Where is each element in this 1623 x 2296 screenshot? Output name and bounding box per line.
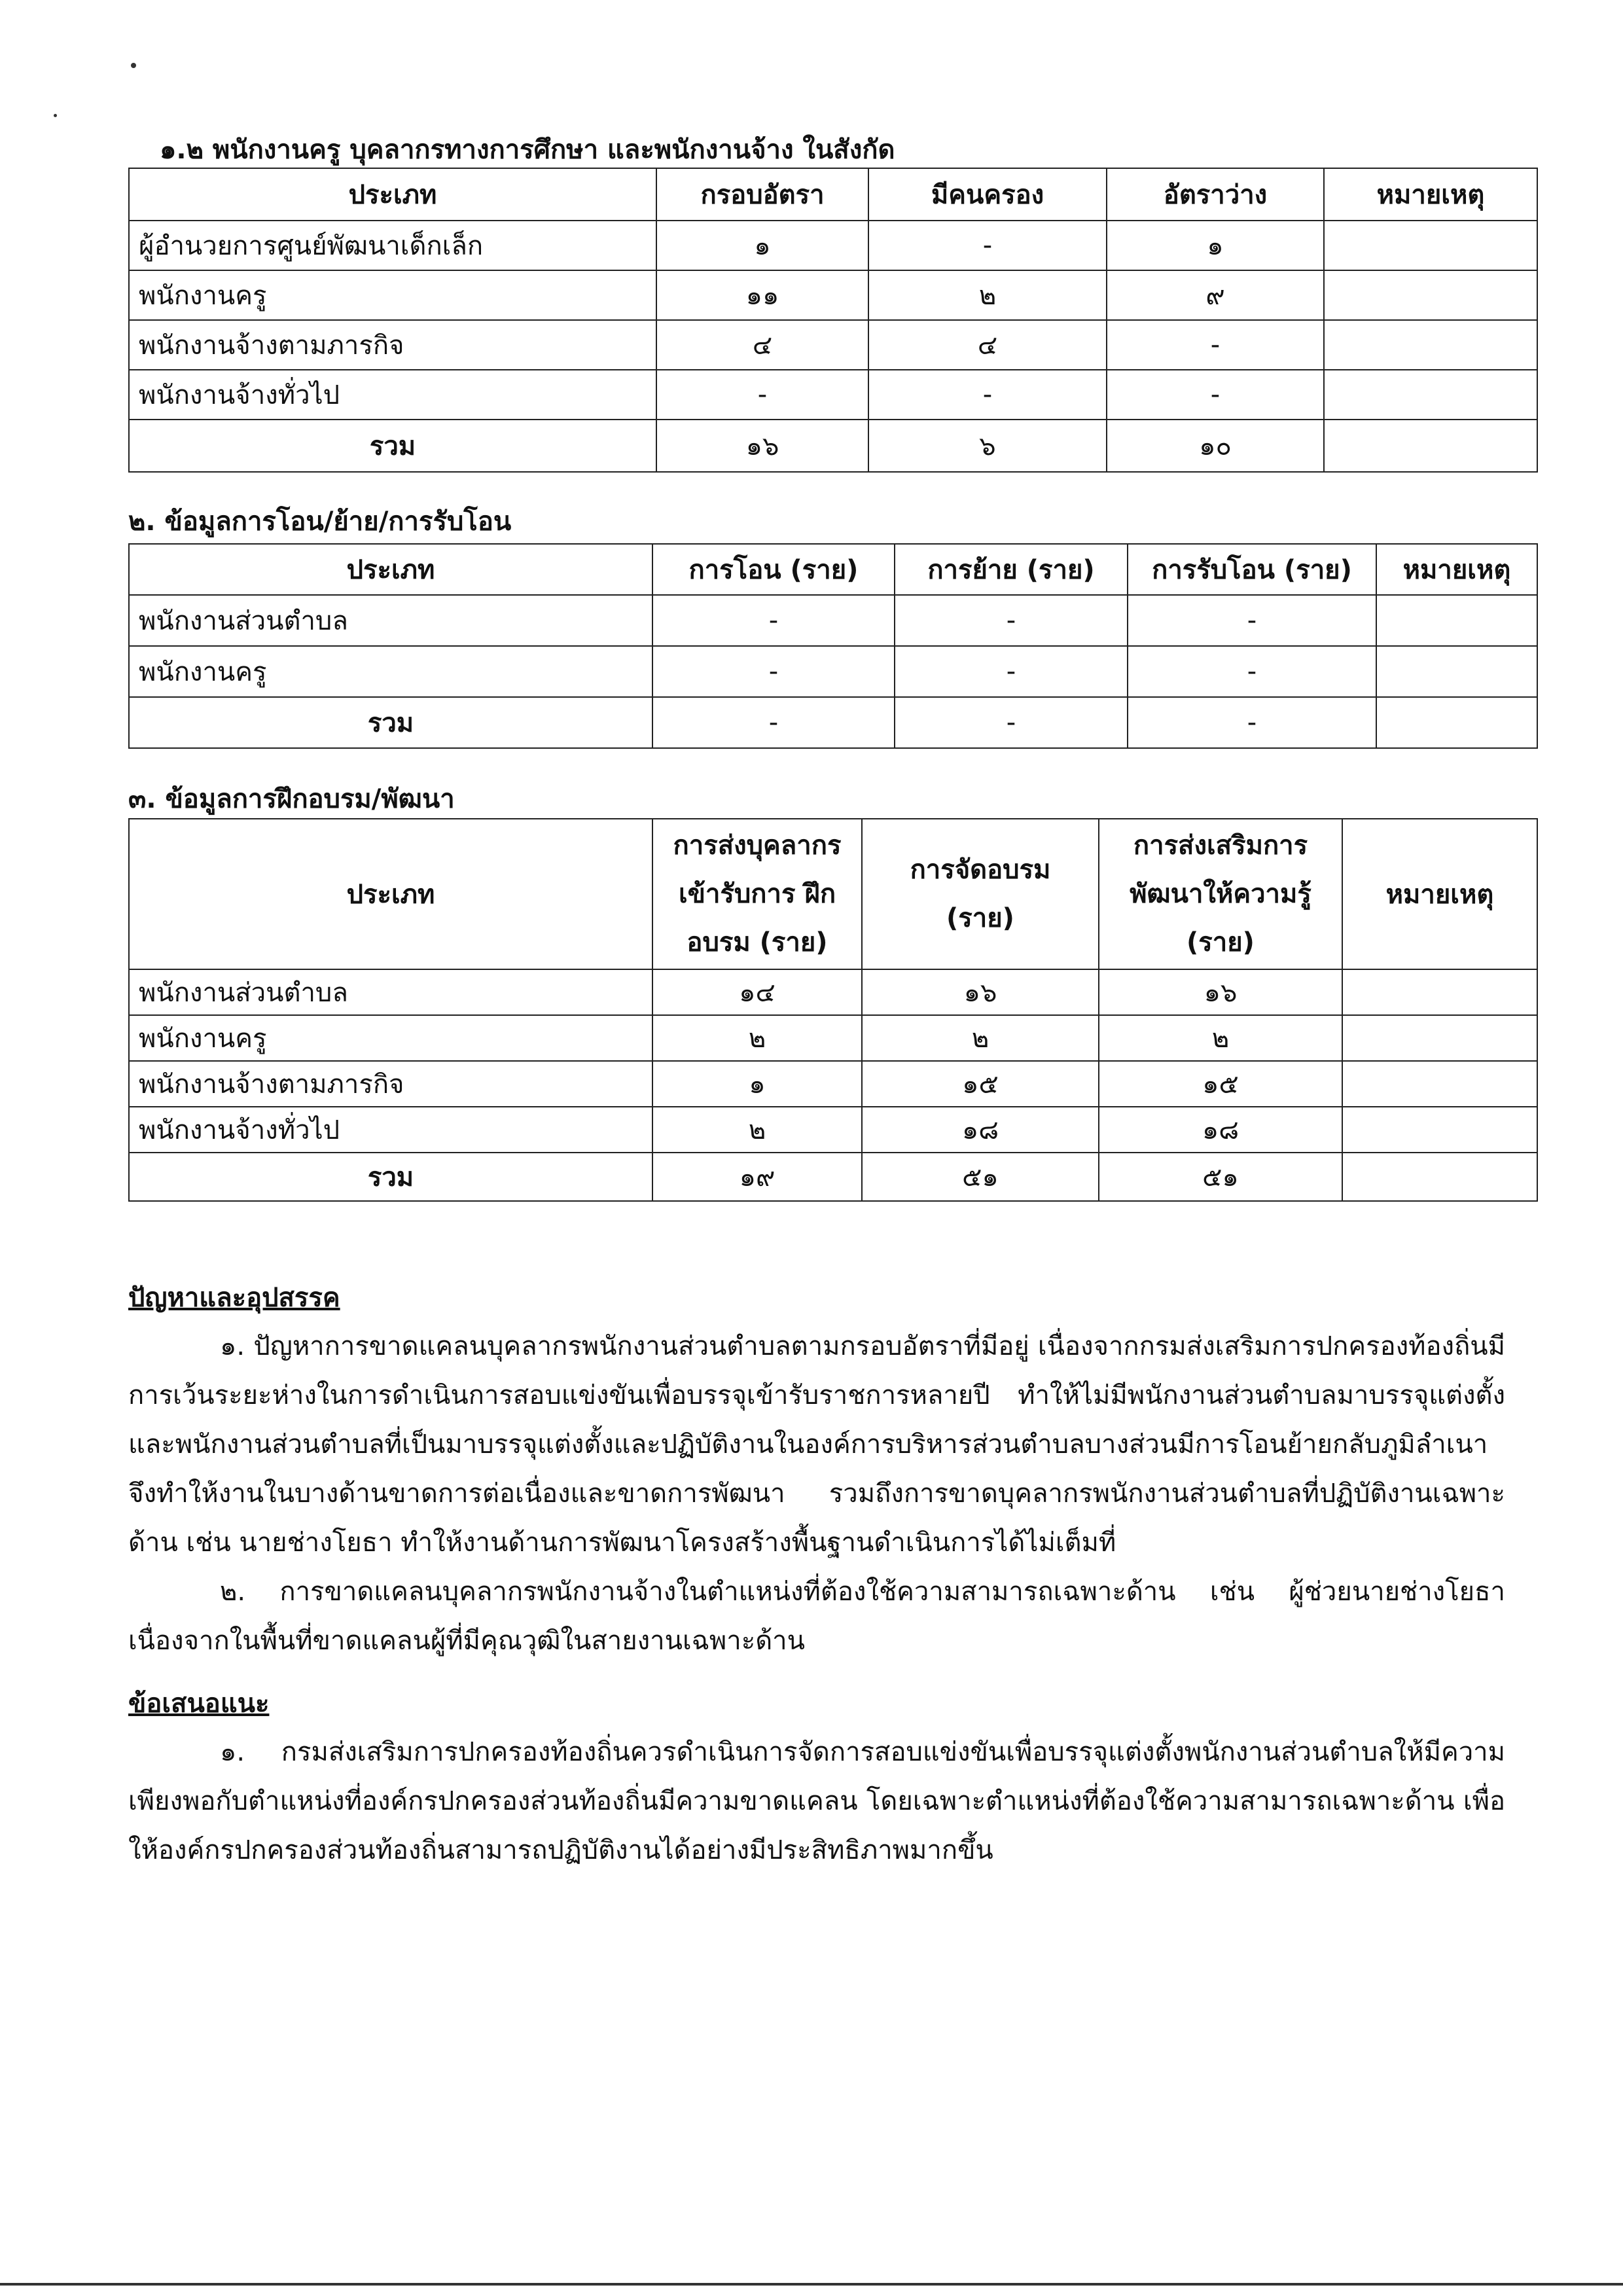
cell-vacant: - bbox=[1107, 370, 1324, 420]
training-table-heading: ๓. ข้อมูลการฝึกอบรม/พัฒนา bbox=[128, 784, 455, 814]
cell-note bbox=[1324, 270, 1537, 320]
cell-note bbox=[1342, 1061, 1537, 1107]
cell-note bbox=[1342, 1015, 1537, 1061]
total-row bbox=[129, 420, 1537, 472]
scan-speck bbox=[131, 63, 136, 68]
staff-header-filled: มีคนครอง bbox=[868, 168, 1107, 221]
total-note bbox=[1324, 420, 1537, 472]
cell-filled: - bbox=[868, 221, 1107, 270]
problems-title: ปัญหาและอุปสรรค bbox=[128, 1283, 340, 1313]
row-type: พนักงานจ้างทั่วไป bbox=[129, 370, 656, 420]
cell-transfer-in: - bbox=[1128, 595, 1376, 646]
cell-filled: ๒ bbox=[868, 270, 1107, 320]
cell-promoted: ๑๖ bbox=[1099, 969, 1342, 1015]
total-transfer-out: - bbox=[652, 697, 895, 748]
cell-transfer-out: - bbox=[652, 646, 895, 697]
cell-note bbox=[1342, 969, 1537, 1015]
total-label: รวม bbox=[129, 1153, 652, 1201]
cell-organized: ๑๖ bbox=[862, 969, 1099, 1015]
row-type: พนักงานครู bbox=[129, 646, 652, 697]
table-row bbox=[129, 1061, 1537, 1107]
cell-note bbox=[1324, 370, 1537, 420]
total-vacant: ๑๐ bbox=[1107, 420, 1324, 472]
cell-filled: ๔ bbox=[868, 320, 1107, 370]
cell-quota: - bbox=[656, 370, 868, 420]
cell-note bbox=[1324, 320, 1537, 370]
cell-organized: ๑๕ bbox=[862, 1061, 1099, 1107]
row-type: พนักงานส่วนตำบล bbox=[129, 595, 652, 646]
total-label: รวม bbox=[129, 420, 656, 472]
table-row bbox=[129, 221, 1537, 270]
table-row bbox=[129, 320, 1537, 370]
table-row bbox=[129, 270, 1537, 320]
cell-organized: ๒ bbox=[862, 1015, 1099, 1061]
suggestion-item: ๑. กรมส่งเสริมการปกครองท้องถิ่นควรดำเนินการจัดการสอบแข่งขันเพื่อบรรจุแต่งตั้งพนักงานส่วนตำบลให้มีความเพียงพอกับตำแหน่งที่องค์กรปกครองส่วนท้องถิ่นมีความขาดแคลน โดยเฉพาะตำแหน่งที่ต้องใช้ความสามารถเฉพาะด้าน เพื่อให้องค์กรปกครองส่วนท้องถิ่นสามารถปฏิบัติงานได้อย่างมีประสิทธิภาพมากขึ้น bbox=[128, 1737, 1505, 1865]
staff-table-heading: ๑.๒ พนักงานครู บุคลากรทางการศึกษา และพนักงานจ้าง ในสังกัด bbox=[160, 135, 895, 165]
row-type: พนักงานครู bbox=[129, 1015, 652, 1061]
problem-item: ๒. การขาดแคลนบุคลากรพนักงานจ้างในตำแหน่งที่ต้องใช้ความสามารถเฉพาะด้าน เช่น ผู้ช่วยนายช่างโยธา เนื่องจากในพื้นที่ขาดแคลนผู้ที่มีคุณวุฒิในสายงานเฉพาะด้าน bbox=[128, 1577, 1505, 1656]
suggestions-title: ข้อเสนอแนะ bbox=[128, 1689, 270, 1719]
total-quota: ๑๖ bbox=[656, 420, 868, 472]
total-label: รวม bbox=[129, 697, 652, 748]
total-note bbox=[1342, 1153, 1537, 1201]
row-type: พนักงานจ้างทั่วไป bbox=[129, 1107, 652, 1153]
total-relocate: - bbox=[895, 697, 1128, 748]
problem-item: ๑. ปัญหาการขาดแคลนบุคลากรพนักงานส่วนตำบลตามกรอบอัตราที่มีอยู่ เนื่องจากกรมส่งเสริมการปกครองท้องถิ่นมีการเว้นระยะห่างในการดำเนินการสอบแข่งขันเพื่อบรรจุเข้ารับราชการหลายปี ทำให้ไม่มีพนักงานส่วนตำบลมาบรรจุแต่งตั้ง และพนักงานส่วนตำบลที่เป็นมาบรรจุแต่งตั้งและปฏิบัติงานในองค์การบริหารส่วนตำบลบางส่วนมีการโอนย้ายกลับภูมิลำเนาจึงทำให้งานในบางด้านขาดการต่อเนื่องและขาดการพัฒนา รวมถึงการขาดบุคลากรพนักงานส่วนตำบลที่ปฏิบัติงานเฉพาะด้าน เช่น นายช่างโยธา ทำให้งานด้านการพัฒนาโครงสร้างพื้นฐานดำเนินการได้ไม่เต็มที่ bbox=[128, 1331, 1505, 1558]
training-header-promoted: การส่งเสริมการ พัฒนาให้ความรู้ (ราย) bbox=[1099, 819, 1342, 969]
row-type: พนักงานส่วนตำบล bbox=[129, 969, 652, 1015]
table-row bbox=[129, 370, 1537, 420]
cell-sent: ๑ bbox=[652, 1061, 862, 1107]
staff-table bbox=[128, 168, 1538, 473]
cell-vacant: - bbox=[1107, 320, 1324, 370]
cell-relocate: - bbox=[895, 595, 1128, 646]
table-row bbox=[129, 1015, 1537, 1061]
row-type: พนักงานจ้างตามภารกิจ bbox=[129, 1061, 652, 1107]
total-row bbox=[129, 1153, 1537, 1201]
staff-header-note: หมายเหตุ bbox=[1324, 168, 1537, 221]
total-organized: ๕๑ bbox=[862, 1153, 1099, 1201]
cell-sent: ๒ bbox=[652, 1015, 862, 1061]
transfer-table-heading: ๒. ข้อมูลการโอน/ย้าย/การรับโอน bbox=[128, 507, 512, 537]
transfer-header-relocate: การย้าย (ราย) bbox=[895, 544, 1128, 595]
training-table bbox=[128, 818, 1538, 1202]
staff-header-type: ประเภท bbox=[129, 168, 656, 221]
cell-transfer-in: - bbox=[1128, 646, 1376, 697]
table-row bbox=[129, 595, 1537, 646]
row-type: ผู้อำนวยการศูนย์พัฒนาเด็กเล็ก bbox=[129, 221, 656, 270]
cell-organized: ๑๘ bbox=[862, 1107, 1099, 1153]
cell-relocate: - bbox=[895, 646, 1128, 697]
training-header-type: ประเภท bbox=[129, 819, 652, 969]
scan-speck bbox=[54, 114, 57, 117]
row-type: พนักงานครู bbox=[129, 270, 656, 320]
staff-header-quota: กรอบอัตรา bbox=[656, 168, 868, 221]
cell-sent: ๑๔ bbox=[652, 969, 862, 1015]
suggestions-body bbox=[128, 1728, 1505, 1875]
cell-vacant: ๑ bbox=[1107, 221, 1324, 270]
cell-quota: ๑๑ bbox=[656, 270, 868, 320]
cell-note bbox=[1342, 1107, 1537, 1153]
transfer-header-transfer-in: การรับโอน (ราย) bbox=[1128, 544, 1376, 595]
table-row bbox=[129, 646, 1537, 697]
transfer-table bbox=[128, 543, 1538, 749]
row-type: พนักงานจ้างตามภารกิจ bbox=[129, 320, 656, 370]
transfer-header-note: หมายเหตุ bbox=[1376, 544, 1537, 595]
cell-note bbox=[1324, 221, 1537, 270]
cell-promoted: ๒ bbox=[1099, 1015, 1342, 1061]
cell-promoted: ๑๘ bbox=[1099, 1107, 1342, 1153]
total-transfer-in: - bbox=[1128, 697, 1376, 748]
cell-quota: ๑ bbox=[656, 221, 868, 270]
total-row bbox=[129, 697, 1537, 748]
training-header-note: หมายเหตุ bbox=[1342, 819, 1537, 969]
scan-edge-line bbox=[0, 2283, 1623, 2286]
transfer-header-type: ประเภท bbox=[129, 544, 652, 595]
total-filled: ๖ bbox=[868, 420, 1107, 472]
total-promoted: ๕๑ bbox=[1099, 1153, 1342, 1201]
staff-header-vacant: อัตราว่าง bbox=[1107, 168, 1324, 221]
cell-note bbox=[1376, 646, 1537, 697]
total-sent: ๑๙ bbox=[652, 1153, 862, 1201]
cell-note bbox=[1376, 595, 1537, 646]
cell-sent: ๒ bbox=[652, 1107, 862, 1153]
table-row bbox=[129, 1107, 1537, 1153]
cell-filled: - bbox=[868, 370, 1107, 420]
training-header-sent: การส่งบุคลากร เข้ารับการ ฝึกอบรม (ราย) bbox=[652, 819, 862, 969]
problems-body bbox=[128, 1322, 1505, 1666]
training-header-organized: การจัดอบรม (ราย) bbox=[862, 819, 1099, 969]
cell-quota: ๔ bbox=[656, 320, 868, 370]
cell-promoted: ๑๕ bbox=[1099, 1061, 1342, 1107]
cell-transfer-out: - bbox=[652, 595, 895, 646]
transfer-header-transfer-out: การโอน (ราย) bbox=[652, 544, 895, 595]
total-note bbox=[1376, 697, 1537, 748]
cell-vacant: ๙ bbox=[1107, 270, 1324, 320]
table-row bbox=[129, 969, 1537, 1015]
